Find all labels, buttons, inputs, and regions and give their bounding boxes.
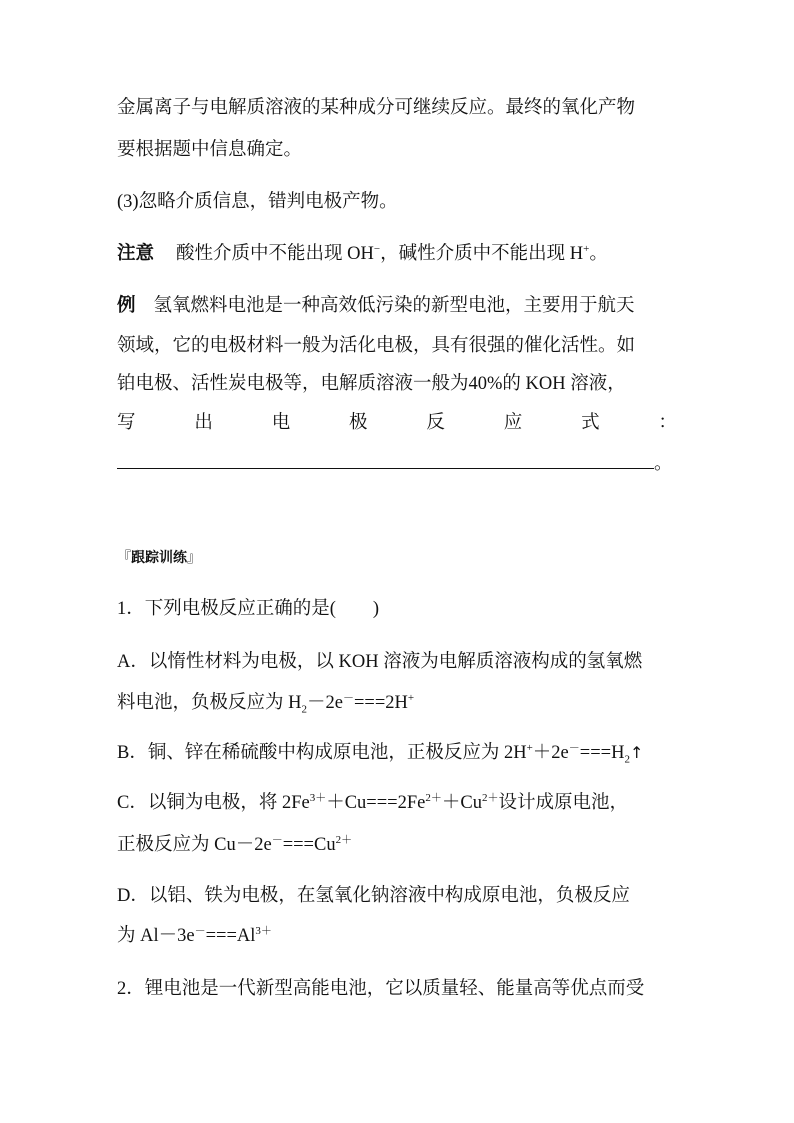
option-text: ===2H (353, 693, 408, 713)
note-paragraph (117, 231, 677, 277)
note-label: 注意 (117, 244, 155, 264)
note-text-a: 酸性介质中不能出现 OH (176, 244, 374, 264)
example-char: 应 (503, 413, 523, 433)
option-text: ===Al (205, 926, 256, 946)
example-line-4 (117, 400, 677, 446)
paragraph-1-line-1 (117, 85, 677, 131)
superscript: 3＋ (309, 791, 327, 804)
superscript: 2＋ (481, 791, 499, 804)
note-text-c: 。 (589, 244, 608, 264)
blank-end-punctuation: 。 (654, 454, 673, 474)
superscript: － (271, 833, 283, 846)
note-sup-b: + (583, 242, 590, 255)
superscript: 2＋ (425, 791, 442, 804)
option-d-line-2 (117, 913, 677, 959)
option-text: ＋Cu (441, 793, 482, 813)
option-text: ＋Cu===2Fe (326, 793, 426, 813)
example-char: 式 (581, 413, 600, 433)
example-char: 电 (271, 413, 291, 433)
question-text: 1．下列电极反应正确的是( ) (117, 599, 380, 619)
paragraph-text: 要根据题中信息确定。 (117, 140, 303, 160)
option-a-line-2 (117, 680, 677, 726)
option-text: 料电池，负极反应为 H (117, 693, 302, 713)
option-c-line-1 (117, 780, 677, 826)
option-text: C．以铜为电极，将 2Fe (117, 793, 310, 813)
subscript: 2 (624, 753, 630, 766)
option-b (117, 730, 677, 776)
superscript: + (526, 741, 533, 754)
example-char: 写 (117, 413, 136, 433)
option-d-text: D．以铝、铁为电极，在氢氧化钠溶液中构成原电池，负极反应 (117, 886, 630, 906)
option-text: －2e (307, 693, 343, 713)
option-a-text: A．以惰性材料为电极，以 KOH 溶液为电解质溶液构成的氢氧燃 (117, 652, 643, 672)
note-text-b: ，碱性介质中不能出现 H (380, 244, 584, 264)
example-text: 铂电极、活性炭电极等，电解质溶液一般为40%的 KOH 溶液， (117, 374, 626, 394)
superscript: － (194, 924, 206, 937)
note-sup-a: − (373, 242, 381, 255)
option-text: 设计成原电池， (498, 793, 628, 813)
option-text: ===H (579, 743, 625, 763)
subscript: 2 (301, 703, 307, 716)
paragraph-text: (3)忽略介质信息，错判电极产物。 (117, 192, 398, 212)
answer-blank[interactable] (117, 448, 654, 469)
paragraph-1-line-2 (117, 127, 677, 173)
example-text: 领域，它的电极材料一般为活化电极，具有很强的催化活性。如 (117, 336, 636, 356)
section-title (117, 549, 201, 569)
superscript: － (568, 741, 580, 754)
example-text: 氢氧燃料电池是一种高效低污染的新型电池，主要用于航天 (153, 296, 635, 316)
paragraph-2 (117, 179, 677, 225)
answer-blank-line (117, 441, 677, 487)
section-title-text: 跟踪训练 (131, 551, 187, 566)
option-text: 正极反应为 Cu－2e (117, 835, 272, 855)
example-char: 极 (349, 413, 368, 433)
option-text: ＋2e (532, 743, 569, 763)
option-c-line-2 (117, 822, 677, 868)
example-label: 例 (117, 296, 136, 316)
question-1-stem (117, 586, 677, 632)
superscript: + (407, 691, 415, 704)
section-bracket-left: 『 (117, 551, 131, 566)
example-char: 反 (426, 413, 445, 433)
example-char: 出 (194, 413, 213, 433)
option-text: B．铜、锌在稀硫酸中构成原电池，正极反应为 2H (117, 743, 527, 763)
question-text: 2．锂电池是一代新型高能电池，它以质量轻、能量高等优点而受 (117, 979, 645, 999)
example-char: ： (658, 413, 677, 433)
superscript: 2＋ (335, 833, 353, 846)
option-a-line-1 (117, 639, 677, 685)
gas-arrow-icon: ↑ (629, 743, 644, 762)
option-text: ===Cu (282, 835, 336, 855)
paragraph-text: 金属离子与电解质溶液的某种成分可继续反应。最终的氧化产物 (117, 98, 636, 118)
section-bracket-right: 』 (187, 551, 201, 566)
question-2-line-1 (117, 966, 677, 1012)
superscript: － (342, 691, 354, 704)
option-text: 为 Al－3e (117, 926, 195, 946)
superscript: 3＋ (255, 924, 272, 937)
